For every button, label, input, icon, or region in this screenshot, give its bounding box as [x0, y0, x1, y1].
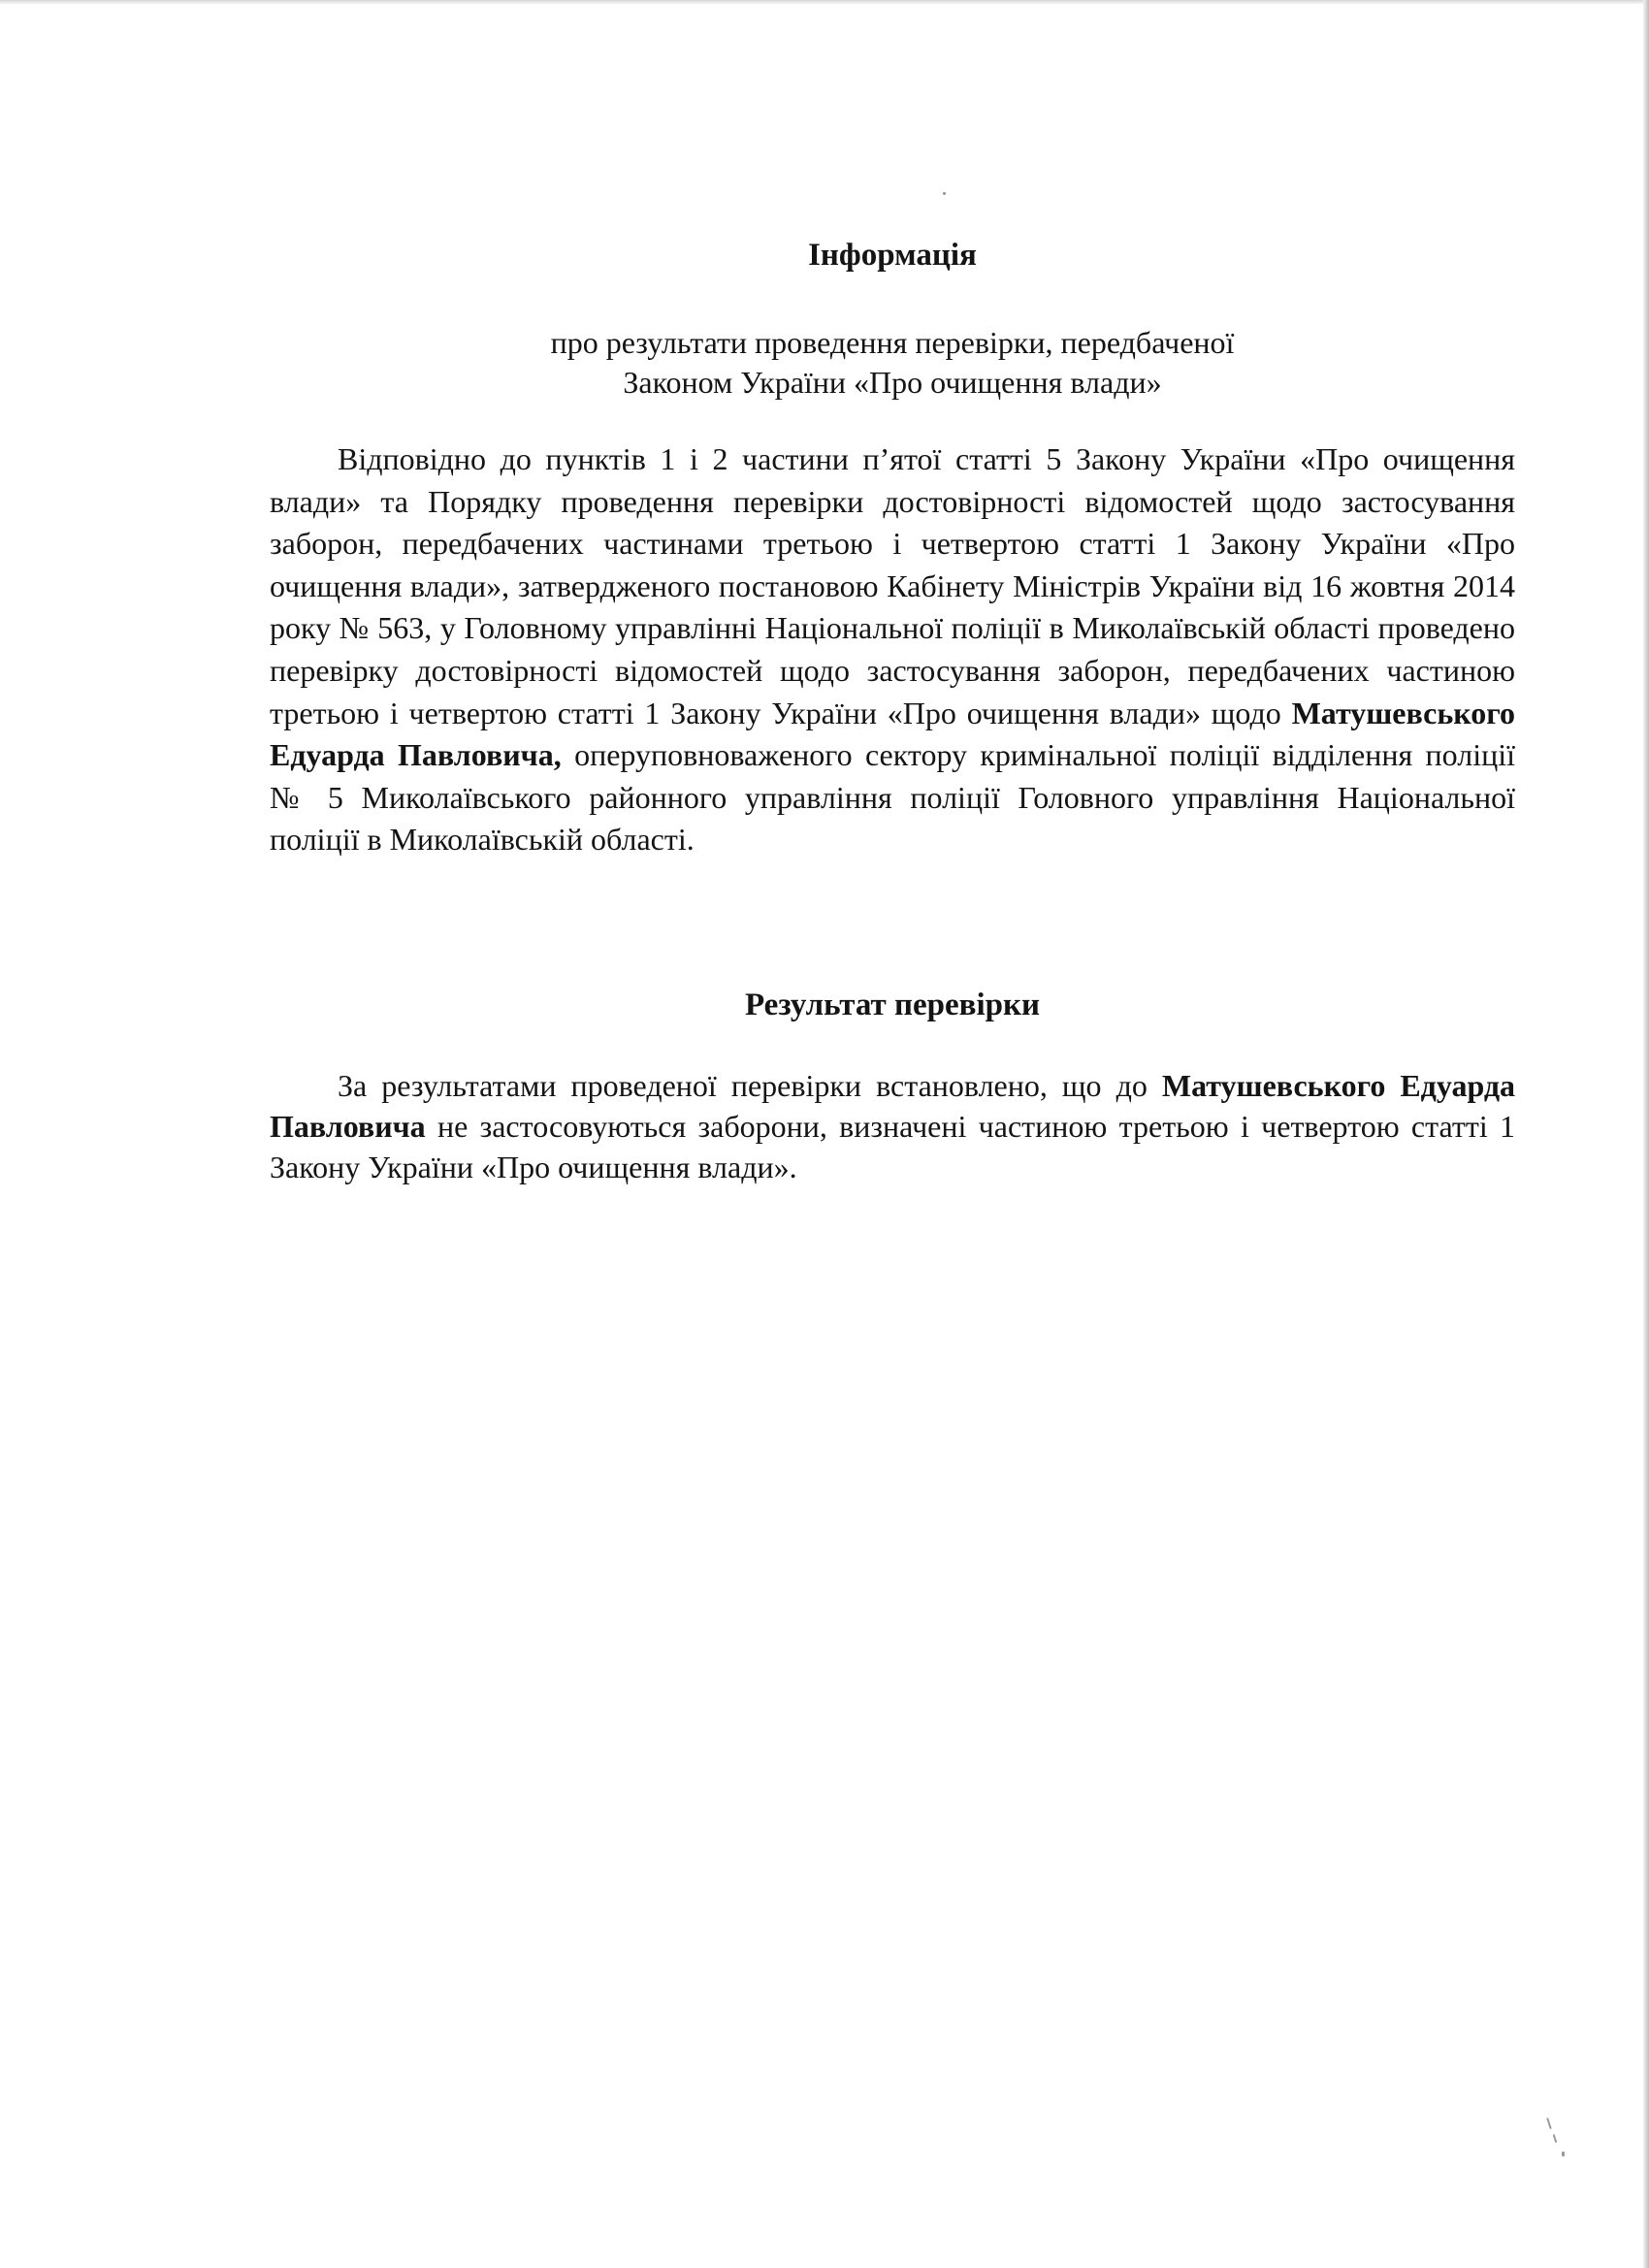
document-subtitle [194, 323, 1591, 403]
result-paragraph [270, 1065, 1515, 1187]
scan-speck [943, 192, 946, 195]
result-paragraph-text: За результатами проведеної перевірки встановлено, що до [338, 1068, 1148, 1103]
main-paragraph [270, 438, 1515, 861]
scan-speck [1553, 2134, 1558, 2143]
scan-edge-right [1643, 0, 1649, 2268]
main-paragraph-text: Відповідно до пунктів 1 і 2 частини п’ятої статті 5 Закону України «Про очищення влади» та Порядку проведення перевірки достовірності відомостей щодо застосування заборон, передбачених частинами третьою і четвертою статті 1 Закону України «Про очищення влади», затвердженого постановою Кабінету Міністрів України від 16 жовтня 2014 року № 563, у Головному управлінні Національної поліції в Миколаївській області проведено перевірку достовірності відомостей щодо застосування заборон, передбачених частиною третьою і четвертою статті 1 Закону України «Про очищення влади» щодо [270, 441, 1515, 730]
scan-edge-top [0, 0, 1649, 5]
main-paragraph-position: оперуповноваженого сектору кримінальної поліції відділення поліції № 5 Миколаївського районного управління поліції Головного управління Національної поліції в Миколаївській області. [270, 737, 1516, 858]
result-heading: Результат перевірки [744, 988, 1041, 1022]
subtitle-line-2: Законом України «Про очищення влади» [623, 365, 1162, 400]
person-name: Матушевського Едуарда Павловича, [270, 695, 1516, 773]
result-paragraph-conclusion: не застосовуються заборони, визначені частиною третьою і четвертою статті 1 Закону України «Про очищення влади». [270, 1109, 1516, 1184]
scan-speck [1562, 2152, 1565, 2156]
result-person-name: Матушевського Едуарда Павловича [270, 1068, 1516, 1144]
subtitle-line-1: про результати проведення перевірки, передбаченої [550, 325, 1235, 360]
scan-speck [1546, 2118, 1552, 2129]
document-title: Інформація [808, 238, 977, 273]
